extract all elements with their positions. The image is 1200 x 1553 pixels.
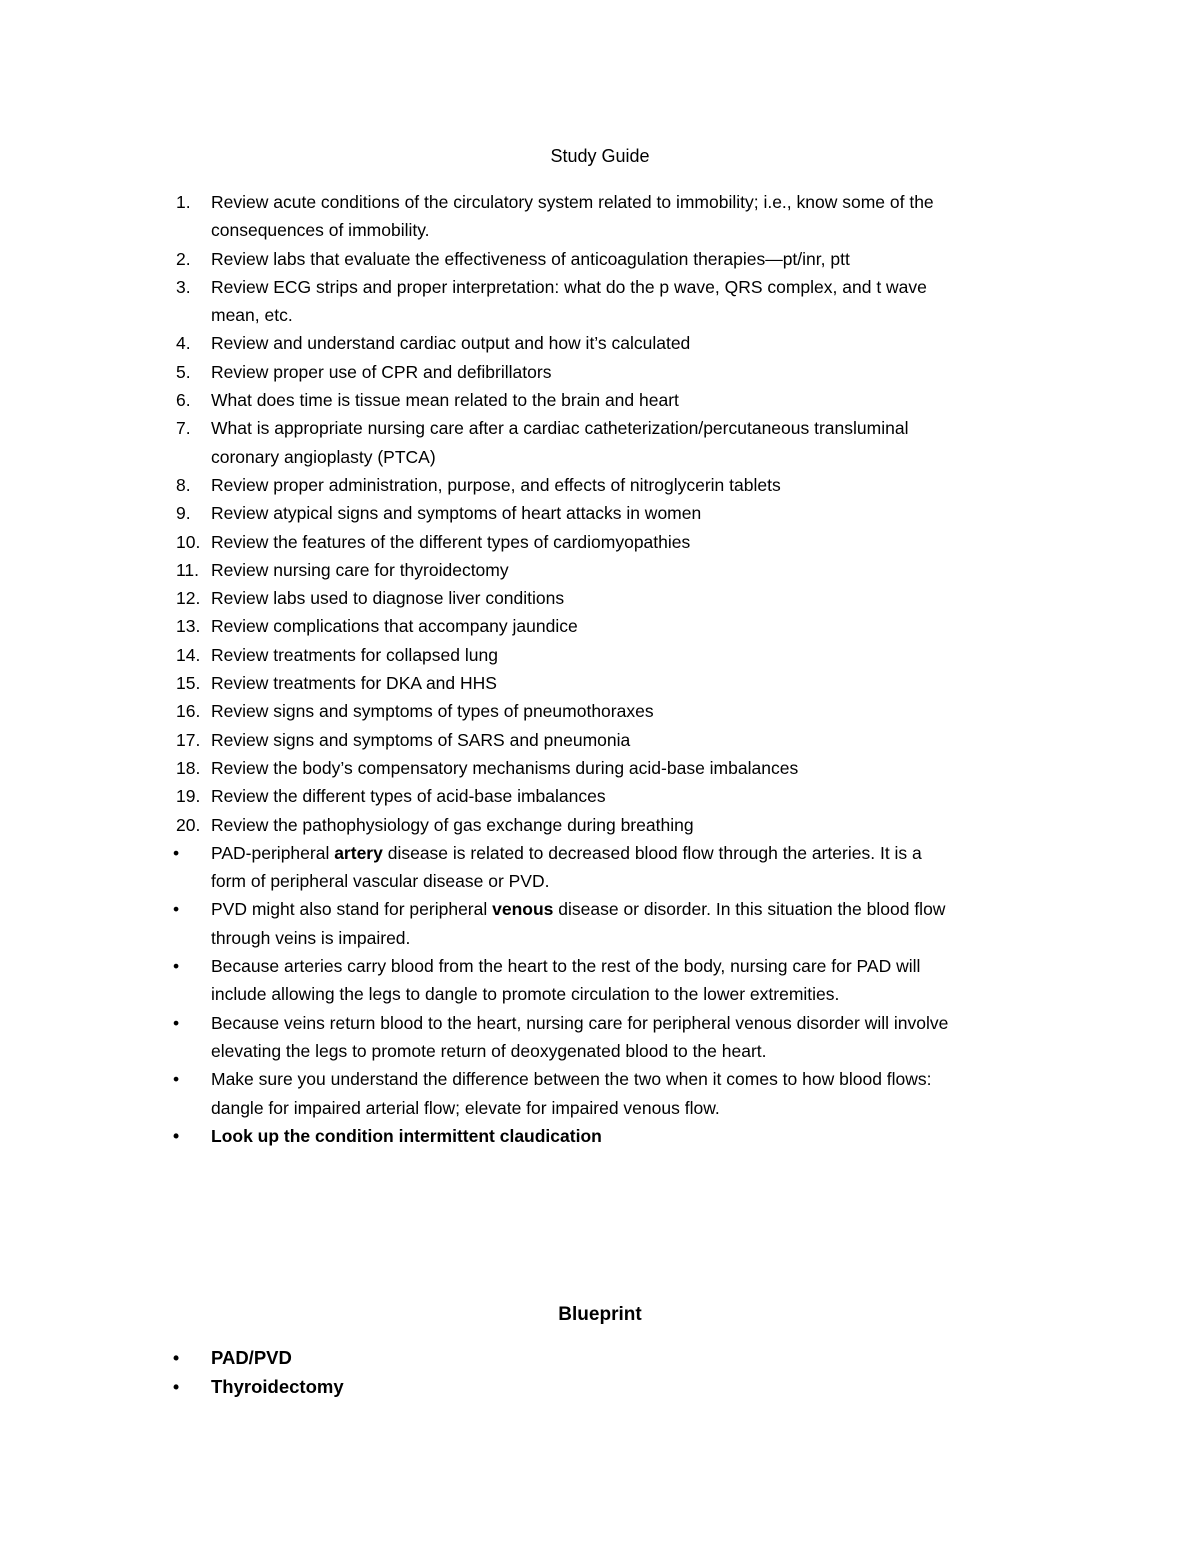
study-guide-list	[0, 188, 1200, 1150]
list-item: 16. Review signs and symptoms of types of pneumothoraxes	[0, 697, 1200, 725]
item-number: 5.	[176, 361, 191, 382]
list-item: 1. Review acute conditions of the circulatory system related to immobility; i.e., know some of the consequences of immobility.	[0, 188, 1200, 245]
bullet-icon: •	[173, 956, 180, 977]
list-item: 8. Review proper administration, purpose, and effects of nitroglycerin tablets	[0, 471, 1200, 499]
bullet-item: • PVD might also stand for peripheral venous disease or disorder. In this situation the blood flow through veins is impaired.	[0, 895, 1200, 952]
list-item: 17. Review signs and symptoms of SARS and pneumonia	[0, 726, 1200, 754]
list-item: 15. Review treatments for DKA and HHS	[0, 669, 1200, 697]
bullet-item: • Because arteries carry blood from the heart to the rest of the body, nursing care for PAD will include allowing the legs to dangle to promote circulation to the lower extremities.	[0, 952, 1200, 1009]
list-item: 18. Review the body’s compensatory mechanisms during acid-base imbalances	[0, 754, 1200, 782]
item-number: 9.	[176, 503, 191, 524]
bullet-item: • Because veins return blood to the heart, nursing care for peripheral venous disorder will involve elevating the legs to promote return of deoxygenated blood to the heart.	[0, 1009, 1200, 1066]
bullet-icon: •	[173, 1069, 180, 1090]
bullet-item: • PAD-peripheral artery disease is related to decreased blood flow through the arteries. It is a form of peripheral vascular disease or PVD.	[0, 839, 1200, 896]
list-item: 13. Review complications that accompany jaundice	[0, 612, 1200, 640]
item-number: 11.	[176, 559, 200, 580]
bullet-item: • Make sure you understand the difference between the two when it comes to how blood flows: dangle for impaired arterial flow; elevate for impaired venous flow.	[0, 1065, 1200, 1122]
list-item: 19. Review the different types of acid-base imbalances	[0, 782, 1200, 810]
bullet-icon: •	[173, 1348, 180, 1368]
item-number: 20.	[176, 814, 201, 835]
item-number: 3.	[176, 276, 191, 297]
item-number: 8.	[176, 474, 191, 495]
item-number: 19.	[176, 786, 201, 807]
bullet-icon: •	[173, 1012, 180, 1033]
list-item: 10. Review the features of the different types of cardiomyopathies	[0, 528, 1200, 556]
blueprint-heading: Blueprint	[558, 1304, 642, 1325]
blueprint-item: • PAD/PVD	[0, 1344, 1200, 1373]
item-number: 7.	[176, 418, 191, 439]
item-number: 13.	[176, 616, 201, 637]
bullet-icon: •	[173, 1125, 180, 1146]
item-number: 17.	[176, 729, 201, 750]
item-number: 12.	[176, 588, 201, 609]
item-number: 18.	[176, 757, 201, 778]
list-item: 20. Review the pathophysiology of gas exchange during breathing	[0, 811, 1200, 839]
list-item: 2. Review labs that evaluate the effectiveness of anticoagulation therapies—pt/inr, ptt	[0, 245, 1200, 273]
list-item: 4. Review and understand cardiac output and how it’s calculated	[0, 329, 1200, 357]
list-item: 12. Review labs used to diagnose liver conditions	[0, 584, 1200, 612]
list-item: 6. What does time is tissue mean related to the brain and heart	[0, 386, 1200, 414]
bullet-icon: •	[173, 899, 180, 920]
list-item: 7. What is appropriate nursing care after a cardiac catheterization/percutaneous transluminal coronary angioplasty (PTCA)	[0, 414, 1200, 471]
list-item: 11. Review nursing care for thyroidectomy	[0, 556, 1200, 584]
item-number: 14.	[176, 644, 201, 665]
list-item: 14. Review treatments for collapsed lung	[0, 641, 1200, 669]
item-number: 15.	[176, 673, 201, 694]
bullet-icon: •	[173, 842, 180, 863]
item-number: 10.	[176, 531, 201, 552]
bullet-icon: •	[173, 1376, 180, 1397]
emphasis-text: artery	[334, 842, 383, 863]
item-number: 4.	[176, 333, 191, 354]
item-number: 1.	[176, 192, 191, 212]
list-item: 5. Review proper use of CPR and defibrillators	[0, 358, 1200, 386]
emphasis-text: venous	[492, 899, 554, 920]
blueprint-item: • Thyroidectomy	[0, 1373, 1200, 1402]
blueprint-list	[0, 1344, 1200, 1401]
item-number: 2.	[176, 248, 191, 269]
document-title: Study Guide	[550, 146, 650, 166]
list-item: 9. Review atypical signs and symptoms of heart attacks in women	[0, 499, 1200, 527]
list-item: 3. Review ECG strips and proper interpretation: what do the p wave, QRS complex, and t wave mean, etc.	[0, 273, 1200, 330]
bullet-item: • Look up the condition intermittent claudication	[0, 1122, 1200, 1150]
item-number: 16.	[176, 701, 201, 722]
item-number: 6.	[176, 390, 191, 411]
